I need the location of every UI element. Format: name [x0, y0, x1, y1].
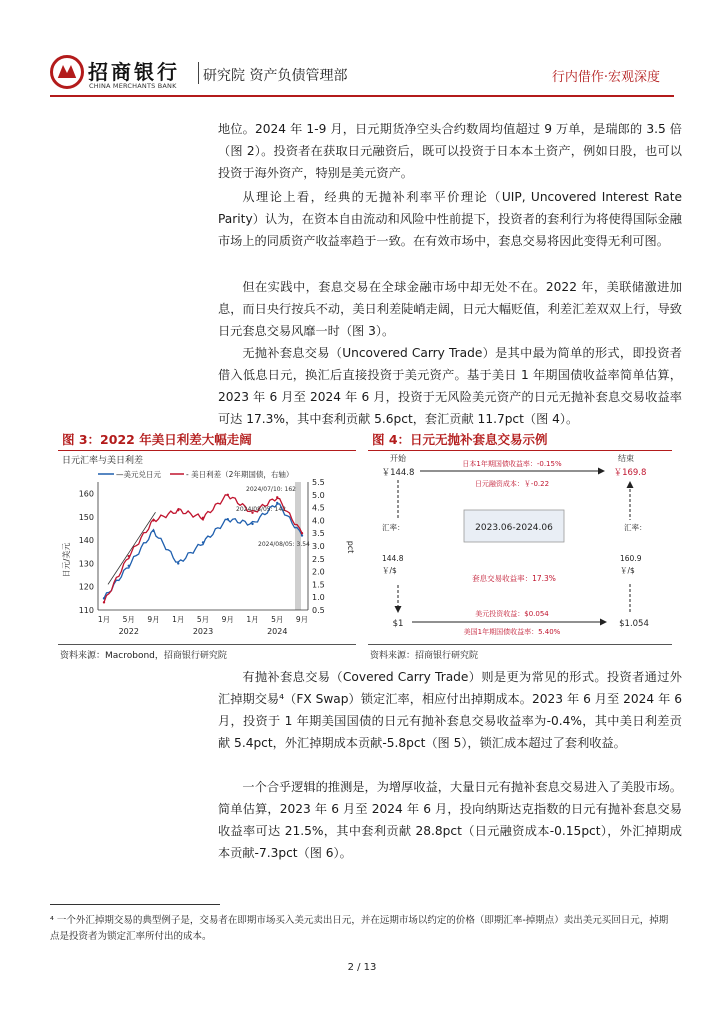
data-point-usdjpy [177, 562, 179, 564]
x-year-label: 2022 [118, 627, 139, 636]
y-tick-right: 2.0 [312, 567, 325, 577]
us-yield-label: 美国1年期国债收益率：5.40% [463, 628, 561, 636]
footnote-rule [50, 904, 220, 905]
bank-name-cn: 招商银行 [88, 60, 180, 84]
paragraph-5: 有抛补套息交易（Covered Carry Trade）则是更为常见的形式。投资者通过外汇掉期交易⁴（FX Swap）锁定汇率，相应付出掉期成本。2023 年 6 月至 2024 年 6 月，投资于 1 年期美国国债的日元有抛补套息交易收益率为-0.4%，其中美日利差贡献 5.4pct，外汇掉期成本贡献-5.8pct（图 5），锁汇成本超过了套利收益。 [218, 670, 682, 750]
x-tick-label: 5月 [271, 615, 284, 624]
page-number: 2 / 13 [347, 962, 377, 973]
data-point-usdjpy [202, 541, 204, 543]
period-label: 2023.06-2024.06 [475, 523, 553, 533]
figure4-source: 资料来源：招商银行研究院 [370, 651, 479, 661]
y-tick-left: 140 [78, 536, 94, 546]
paragraph-6: 一个合乎逻辑的推测是，为增厚收益，大量日元有抛补套息交易进入了美股市场。简单估算，2023 年 6 月至 2024 年 6 月，投向纳斯达克指数的日元有抛补套息交易收益率可达 21.5%，其中套利贡献 28.8pct（日元融资成本-0.15pct），外汇掉期成本贡献-7.3pct（图 6）。 [218, 780, 682, 860]
bank-logo-icon [50, 55, 84, 89]
paragraph-2: 从理论上看，经典的无抛补利率平价理论（UIP, Uncovered Interest Rate Parity）认为，在资本自由流动和风险中性前提下，投资者的套利行为将使得国际金融市场上的同质资产收益率趋于一致。在有效市场中，套息交易将因此变得无利可图。 [218, 190, 682, 248]
report-type-label: 行内借作·宏观深度 [551, 70, 660, 85]
bank-name-en: CHINA MERCHANTS BANK [89, 82, 177, 90]
carry-return-label: 套息交易收益率：17.3% [472, 574, 556, 583]
data-point-spread [301, 532, 303, 534]
figure4-diagram [368, 452, 672, 644]
figure4-title: 图 4：日元无抛补套息交易示例 [372, 432, 548, 447]
y-tick-right: 5.0 [312, 490, 325, 500]
figure3-plot-area [79, 478, 325, 636]
figure3-source: 资料来源：Macrobond，招商银行研究院 [60, 651, 227, 661]
data-point-usdjpy [227, 518, 229, 520]
usd-end-value: $1.054 [619, 619, 649, 629]
chart-subtitle: 日元汇率与美日利差 [62, 456, 144, 466]
x-tick-label: 5月 [122, 615, 135, 624]
x-tick-label: 1月 [172, 615, 185, 624]
y-tick-right: 1.5 [312, 580, 325, 590]
fx-left-unit: ￥/$ [382, 566, 397, 575]
x-tick-label: 1月 [97, 615, 111, 624]
y-tick-left: 150 [78, 512, 94, 522]
usd-return-label: 美元投资收益：$0.054 [475, 610, 549, 618]
x-year-label: 2023 [192, 627, 214, 636]
start-label: 开始 [390, 454, 406, 463]
y-tick-right: 4.0 [312, 516, 325, 526]
x-tick-label: 9月 [221, 615, 234, 624]
legend-spread: - 美日利差（2年期国债，右轴） [186, 470, 294, 479]
data-point-usdjpy [301, 534, 303, 536]
y-tick-left: 160 [78, 489, 94, 499]
x-tick-label: 5月 [196, 615, 210, 624]
y-axis-left-label: 日元/美元 [62, 542, 71, 578]
data-point-usdjpy [251, 523, 253, 525]
figure3-chart [58, 452, 356, 644]
y-tick-right: 2.5 [312, 554, 325, 564]
data-point-usdjpy [128, 565, 130, 567]
fx-right-label: 汇率： [624, 523, 647, 532]
data-point-spread [152, 519, 154, 521]
y-tick-left: 120 [78, 582, 94, 592]
y-tick-left: 130 [78, 559, 94, 569]
jp-yield-label: 日本1年期国债收益率：-0.15% [462, 460, 562, 468]
x-year-label: 2024 [267, 627, 288, 636]
header-rule [50, 95, 674, 97]
jpy-cost-label: 日元融资成本：￥-0.22 [474, 480, 550, 488]
y-axis-right-label: pct [346, 540, 355, 554]
data-point-spread [128, 555, 130, 557]
x-tick-label: 1月 [246, 615, 259, 624]
data-point-spread [103, 601, 105, 603]
fx-right-unit: ￥/$ [620, 566, 635, 575]
usd-start-value: $1 [392, 619, 404, 629]
data-point-usdjpy [276, 502, 278, 504]
data-point-spread [227, 494, 229, 496]
end-yen-value: ￥169.8 [613, 468, 647, 478]
header-divider [198, 62, 199, 84]
y-tick-right: 0.5 [312, 606, 325, 615]
x-tick-label: 9月 [147, 615, 160, 624]
data-point-spread [177, 509, 179, 511]
annotation-trough-spread: 2024/08/05: 3.54 [258, 541, 310, 548]
y-tick-left: 110 [78, 606, 94, 615]
x-tick-label: 9月 [295, 615, 309, 624]
start-yen-value: ￥144.8 [381, 468, 415, 478]
figure3-bottom-rule [58, 644, 356, 645]
y-tick-right: 4.5 [312, 503, 325, 513]
y-tick-right: 3.0 [312, 542, 325, 551]
data-point-spread [202, 517, 204, 519]
figure3-title-rule [58, 450, 356, 451]
fx-right-value: 160.9 [620, 554, 642, 563]
y-tick-right: 1.0 [312, 593, 325, 603]
y-tick-right: 5.5 [312, 478, 325, 487]
paragraph-1: 地位。2024 年 1-9 月，日元期货净空头合约数周均值超过 9 万单，是瑞郎的 3.5 倍（图 2）。投资者在获取日元融资后，既可以投资于日本本土资产，例如日股，也可以投资于海外资产，特别是美元资产。 [218, 122, 682, 180]
paragraph-4: 无抛补套息交易（Uncovered Carry Trade）是其中最为简单的形式，即投资者借入低息日元，换汇后直接投资于美元资产。基于美日 1 年期国债收益率简单估算，2023 年 6 月至 2024 年 6 月，投资于无风险美元资产的日元无抛补套息交易收益率可达 17.3%，其中套利贡献 5.6pct，套汇贡献 11.7pct（图 4）。 [218, 346, 682, 426]
figure4-bottom-rule [368, 644, 672, 645]
end-label: 结束 [618, 454, 634, 463]
footnote: ⁴ 一个外汇掉期交易的典型例子是，交易者在即期市场买入美元卖出日元，并在远期市场以约定的价格（即期汇率-掉期点）卖出美元买回日元，掉期点是投资者为锁定汇率所付出的成本。 [50, 915, 669, 942]
trend-arrow [108, 512, 156, 584]
fx-left-value: 144.8 [382, 554, 404, 563]
fx-left-label: 汇率： [382, 523, 405, 532]
annotation-peak: 2024/07/10: 162 [246, 486, 296, 493]
y-tick-right: 3.5 [312, 529, 325, 539]
department-label: 研究院 资产负债管理部 [203, 68, 348, 84]
paragraph-3: 但在实践中，套息交易在全球金融市场中却无处不在。2022 年，美联储激进加息，而日央行按兵不动，美日利差陡峭走阔，日元大幅贬值，利差汇差双双上行，导致日元套息交易风靡一时（图 3）。 [218, 280, 682, 338]
legend-usdjpy: —美元兑日元 [116, 470, 161, 479]
figure3-title: 图 3：2022 年美日利差大幅走阔 [62, 432, 252, 447]
data-point-spread [276, 496, 278, 498]
annotation-trough-fx: 2024/08/05: 142 [236, 506, 286, 513]
data-point-usdjpy [152, 530, 154, 532]
figure4-title-rule [368, 450, 672, 451]
